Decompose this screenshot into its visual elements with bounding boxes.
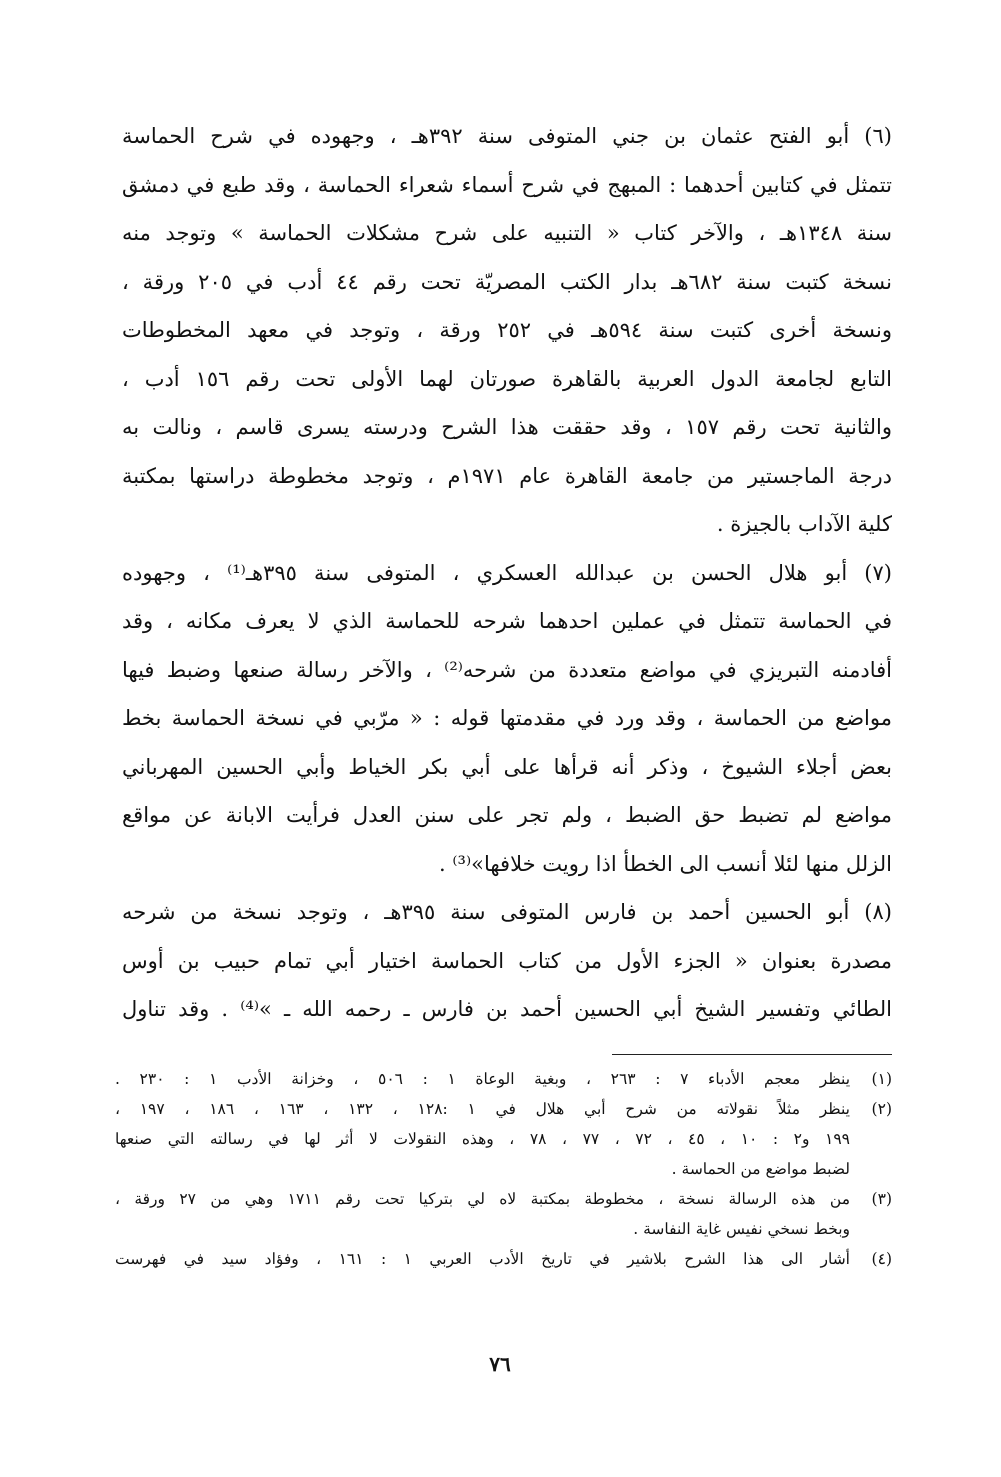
footnote-text: أشار الى هذا الشرح بلاشير في تاريخ الأدب العربي ١ : ١٦١ ، وفؤاد سيد في فهرست: [115, 1250, 850, 1268]
text-line: التابع لجامعة الدول العربية بالقاهرة صورتان لهما الأولى تحت رقم ١٥٦ أدب ،: [122, 366, 892, 391]
text-line: ونسخة أخرى كتبت سنة ٥٩٤هـ في ٢٥٢ ورقة ، وتوجد في معهد المخطوطات: [122, 318, 892, 342]
footnote-number: (٣): [871, 1190, 892, 1208]
text-line: نسخة كتبت سنة ٦٨٢هـ بدار الكتب المصريّة تحت رقم ٤٤ أدب في ٢٠٥ ورقة ،: [122, 269, 892, 294]
footnote-line: [115, 1244, 892, 1274]
footnote-number: (٢): [871, 1100, 892, 1118]
text-line: الطائي وتفسير الشيخ أبي الحسين أحمد بن فارس ـ رحمه الله ـ »⁽⁴⁾ . وقد تناول: [122, 997, 892, 1021]
text-line: مصدرة بعنوان « الجزء الأول من كتاب الحماسة اختيار أبي تمام حبيب بن أوس: [122, 948, 892, 973]
footnote-line: [115, 1064, 892, 1094]
footnote-separator: [612, 1054, 892, 1055]
footnote-text: ينظر معجم الأدباء ٧ : ٢٦٣ ، وبغية الوعاة ١ : ٥٠٦ ، وخزانة الأدب ١ : ٢٣٠ .: [115, 1070, 851, 1088]
text-line: بعض أجلاء الشيوخ ، وذكر أنه قرأها على أبي بكر الخياط وأبي الحسين المهرباني: [122, 754, 892, 779]
footnote-text: لضبط مواضع من الحماسة .: [671, 1160, 850, 1178]
footnote-text: ينظر مثلاً نقولاته من شرح أبي هلال في ١ :١٢٨ ، ١٣٢ ، ١٦٣ ، ١٨٦ ، ١٩٧ ،: [115, 1100, 850, 1118]
footnote-line: [115, 1154, 892, 1184]
footnote-text: من هذه الرسالة نسخة ، مخطوطة بمكتبة لاه لي بتركيا تحت رقم ١٧١١ وهي من ٢٧ ورقة ،: [115, 1190, 851, 1208]
text-line: مواضع لم تضبط حق الضبط ، ولم تجر على سنن العدل فرأيت الابانة عن مواقع: [122, 803, 892, 827]
footnotes: [115, 1064, 892, 1274]
text-line: تتمثل في كتابين أحدهما : المبهج في شرح أسماء شعراء الحماسة ، وقد طبع في دمشق: [122, 172, 892, 197]
footnote-line: [115, 1184, 892, 1214]
footnote-text: ١٩٩ و٢ : ١٠ ، ٤٥ ، ٧٢ ، ٧٧ ، ٧٨ ، وهذه النقولات لا أثر لها في رسالته التي صنعها: [115, 1130, 850, 1148]
text-line: (٧) أبو هلال الحسن بن عبدالله العسكري ، المتوفى سنة ٣٩٥هـ⁽¹⁾ ، وجهوده: [122, 560, 892, 585]
text-line: مواضع من الحماسة ، وقد ورد في مقدمتها قوله : « مرّبي في نسخة الحماسة بخط: [122, 706, 892, 730]
text-line: والثانية تحت رقم ١٥٧ ، وقد حققت هذا الشرح ودرسته يسرى قاسم ، ونالت به: [122, 415, 892, 439]
footnote-number: (١): [871, 1070, 892, 1088]
text-line: الزلل منها لئلا أنسب الى الخطأ اذا رويت خلافها»⁽³⁾ .: [439, 851, 892, 876]
text-line: درجة الماجستير من جامعة القاهرة عام ١٩٧١م ، وتوجد مخطوطة دراستها بمكتبة: [122, 463, 892, 488]
footnote-number: (٤): [871, 1250, 892, 1268]
page-number: ٧٦: [489, 1352, 511, 1376]
footnote-line: [115, 1094, 892, 1124]
main-text: [122, 112, 892, 1034]
footnote-text: وبخط نسخي نفيس غاية النفاسة .: [633, 1220, 850, 1238]
text-line: كلية الآداب بالجيزة .: [716, 512, 892, 536]
text-line: (٨) أبو الحسين أحمد بن فارس المتوفى سنة ٣٩٥هـ ، وتوجد نسخة من شرحه: [122, 900, 892, 924]
text-line: أفادمنه التبريزي في مواضع متعددة من شرحه⁽²⁾ ، والآخر رسالة صنعها وضبط فيها: [122, 657, 892, 682]
text-line: في الحماسة تتمثل في عملين احدهما شرحه للحماسة الذي لا يعرف مكانه ، وقد: [122, 609, 892, 633]
text-line: سنة ١٣٤٨هـ ، والآخر كتاب « التنبيه على شرح مشكلات الحماسة » وتوجد منه: [122, 221, 892, 245]
text-line: (٦) أبو الفتح عثمان بن جني المتوفى سنة ٣٩٢هـ ، وجهوده في شرح الحماسة: [122, 124, 892, 148]
footnote-line: [115, 1214, 892, 1244]
footnote-line: [115, 1124, 892, 1154]
